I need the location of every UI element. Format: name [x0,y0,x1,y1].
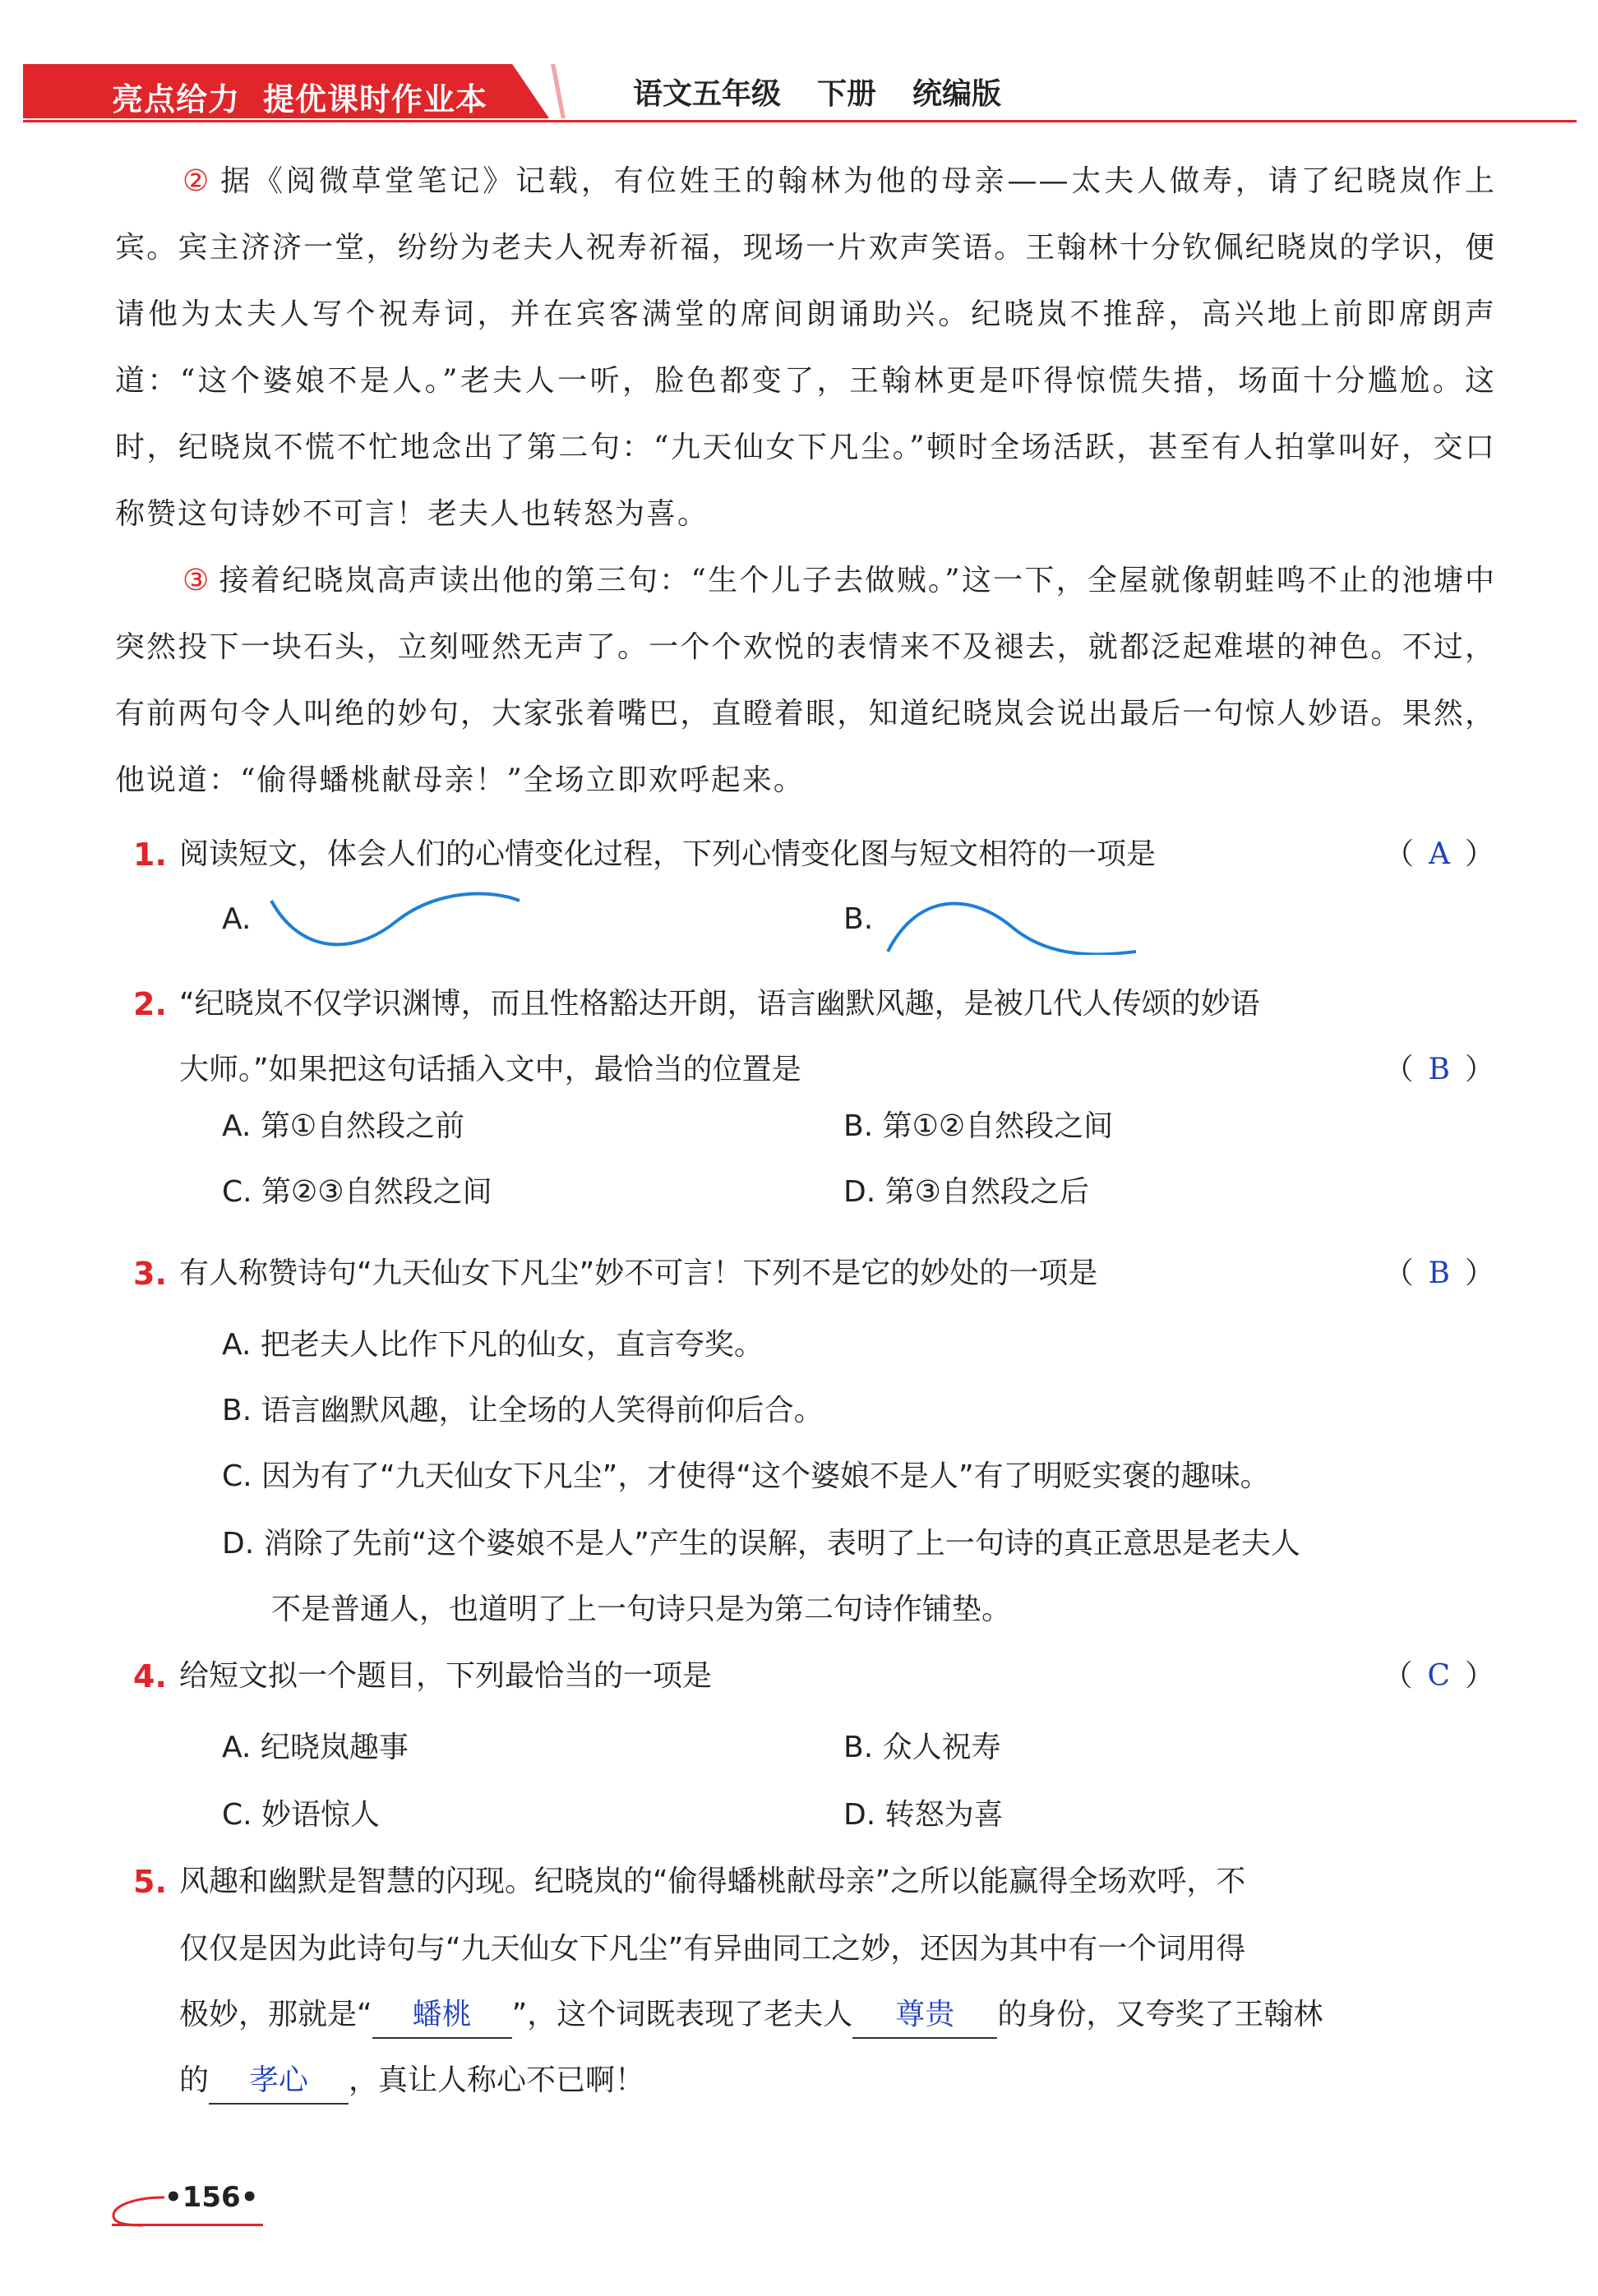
option-a: A. 把老夫人比作下凡的仙女，直言夸奖。 [222,1328,764,1362]
answer-blank-3[interactable]: 孝心 [209,2059,349,2105]
page-header [23,58,1577,122]
question-text-line2: 大师。”如果把这句话插入文中，最恰当的位置是 [179,1053,801,1086]
question-number: 4. [133,1658,167,1694]
brand-subtitle: 提优课时作业本 [263,81,488,118]
option-a: A. 纪晓岚趣事 [222,1731,409,1764]
paragraph-number: ③ [182,564,211,597]
answer-bracket: （ B ） [1383,1053,1494,1086]
question-4 [133,1644,1494,1709]
option-a: A. 第①自然段之前 [222,1109,465,1143]
option-a: A. [222,902,252,936]
question-5-line4 [179,2048,1494,2114]
question-text: 有人称赞诗句“九天仙女下凡尘”妙不可言！下列不是它的妙处的一项是 [179,1256,1098,1290]
question-2 [133,971,1494,1037]
subject-info [633,71,1037,113]
paragraph-number: ② [182,164,213,198]
option-b: B. 语言幽默风趣，让全场的人笑得前仰后合。 [222,1394,824,1427]
question-number: 1. [133,837,167,873]
page-number: •156• [164,2181,259,2214]
paragraph-2 [115,148,1496,547]
answer-bracket: （ C ） [1383,1659,1494,1693]
paragraph-3 [115,547,1496,814]
question-text-line2: 仅仅是因为此诗句与“九天仙女下凡尘”有异曲同工之妙，还因为其中有一个词用得 [179,1932,1246,1966]
wave-graph-b [884,889,1139,955]
brand-name: 亮点给力 [112,81,241,118]
answer-value: A [1428,837,1450,871]
question-text: 极妙，那就是“ [179,1998,372,2031]
answer-blank-1[interactable]: 蟠桃 [372,1993,512,2039]
question-2-line2 [179,1037,1494,1103]
question-text: 给短文拟一个题目，下列最恰当的一项是 [179,1659,713,1693]
paragraph-text: 据《阅微草堂笔记》记载，有位姓王的翰林为他的母亲——太夫人做寿，请了纪晓岚作上宾。宾主济济一堂，纷纷为老夫人祝寿祈福，现场一片欢声笑语。王翰林十分钦佩纪晓岚的学识，便请他为太夫人写个祝寿词，并在宾客满堂的席间朗诵助兴。纪晓岚不推辞，高兴地上前即席朗声道：“这个婆娘不是人。”老夫人一听，脸色都变了，王翰林更是吓得惊慌失措，场面十分尴尬。这时，纪晓岚不慌不忙地念出了第二句：“九天仙女下凡尘。”顿时全场活跃，甚至有人拍掌叫好，交口称赞这句诗妙不可言！老夫人也转怒为喜。 [115,164,1496,531]
question-5 [133,1849,1494,1915]
question-number: 2. [133,986,167,1022]
option-d: D. 消除了先前“这个婆娘不是人”产生的误解，表明了上一句诗的真正意思是老夫人 [222,1527,1300,1561]
question-text-line1: 风趣和幽默是智慧的闪现。纪晓岚的“偷得蟠桃献母亲”之所以能赢得全场欢呼，不 [179,1865,1246,1898]
answer-value: C [1427,1659,1450,1693]
option-d: D. 转怒为喜 [843,1798,1004,1832]
question-5-line2 [179,1916,1494,1982]
question-text: 的 [179,2063,210,2097]
option-c: C. 第②③自然段之间 [222,1175,492,1209]
option-c: C. 妙语惊人 [222,1798,381,1832]
option-b: B. [843,902,874,936]
question-text: 的身份，又夸奖了王翰林 [997,1998,1323,2031]
option-c: C. 因为有了“九天仙女下凡尘”，才使得“这个婆娘不是人”有了明贬实褒的趣味。 [222,1459,1270,1493]
question-1 [133,822,1494,888]
question-text: ”，这个词既表现了老夫人 [511,1998,853,2031]
option-d-continued: 不是普通人，也道明了上一句诗只是为第二句诗作铺垫。 [271,1593,1012,1626]
question-number: 5. [133,1864,167,1900]
answer-value: B [1428,1053,1450,1086]
option-b: B. 第①②自然段之间 [843,1109,1114,1143]
question-number: 3. [133,1256,167,1292]
question-text: ，真让人称心不已啊！ [349,2063,645,2097]
answer-bracket: （ B ） [1383,1256,1494,1290]
wave-line-a [271,894,520,945]
answer-value: B [1428,1256,1450,1290]
answer-bracket: （ A ） [1383,837,1494,871]
option-b: B. 众人祝寿 [843,1731,1001,1764]
option-d: D. 第③自然段之后 [843,1175,1089,1209]
grade-label: 语文五年级 [633,77,782,111]
question-3 [133,1241,1494,1307]
edition-label: 统编版 [912,77,1002,111]
header-stripe [551,64,566,118]
question-text: 阅读短文，体会人们的心情变化过程，下列心情变化图与短文相符的一项是 [179,837,1157,871]
footer-line [112,2224,263,2226]
wave-line-b [888,904,1136,955]
brand-title [112,74,487,119]
answer-blank-2[interactable]: 尊贵 [852,1993,997,2039]
volume-label: 下册 [817,77,877,111]
question-5-line3 [179,1982,1494,2048]
question-text-line1: “纪晓岚不仅学识渊博，而且性格豁达开朗，语言幽默风趣，是被几代人传颂的妙语 [179,987,1260,1021]
paragraph-text: 接着纪晓岚高声读出他的第三句：“生个儿子去做贼。”这一下，全屋就像朝蛙鸣不止的池塘中突然投下一块石头，立刻哑然无声了。一个个欢悦的表情来不及褪去，就都泛起难堪的神色。不过，有前两句令人叫绝的妙句，大家张着嘴巴，直瞪着眼，知道纪晓岚会说出最后一句惊人妙语。果然，他说道：“偷得蟠桃献母亲！”全场立即欢呼起来。 [115,564,1497,797]
wave-graph-a [268,889,523,955]
